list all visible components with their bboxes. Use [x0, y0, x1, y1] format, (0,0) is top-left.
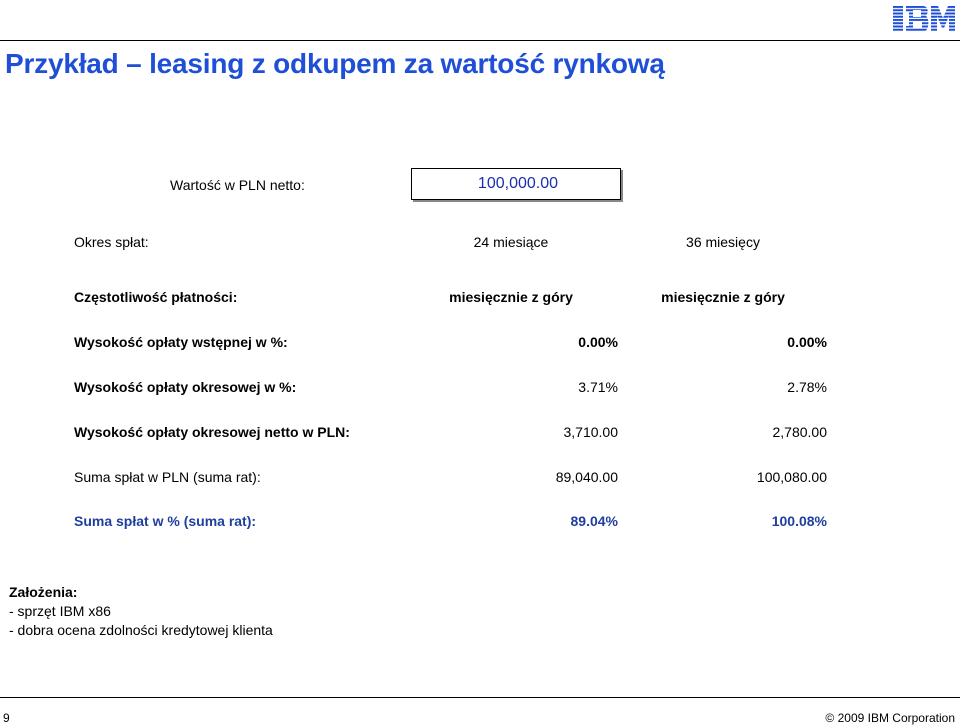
row-oplata-okresowa-proc-col1: 3.71%: [578, 379, 618, 395]
assumptions: [9, 583, 273, 640]
row-label-okres: Okres spłat:: [74, 234, 149, 250]
row-oplata-okresowa-proc-col2: 2.78%: [787, 379, 827, 395]
row-oplata-okresowa-pln-col2: 2,780.00: [772, 424, 827, 440]
page-number: 9: [3, 711, 10, 725]
row-okres-col1: 24 miesiące: [473, 234, 549, 250]
ibm-logo-icon: [893, 6, 955, 32]
row-suma-pln-col1: 89,040.00: [555, 469, 618, 485]
net-value: 100,000.00: [477, 175, 558, 192]
row-oplata-okresowa-pln-col1: 3,710.00: [563, 424, 618, 440]
row-label-oplata-wstepna: Wysokość opłaty wstępnej w %:: [74, 334, 288, 350]
copyright: © 2009 IBM Corporation: [825, 711, 955, 725]
page-title: Przykład – leasing z odkupem za wartość rynkową: [5, 48, 665, 79]
row-suma-proc-col1: 89.04%: [570, 513, 618, 529]
row-oplata-wstepna-col1: 0.00%: [578, 334, 618, 350]
net-value-label: Wartość w PLN netto:: [170, 177, 305, 193]
row-suma-pln-col2: 100,080.00: [756, 469, 827, 485]
row-label-oplata-okresowa-pln: Wysokość opłaty okresowej netto w PLN:: [74, 424, 350, 440]
row-label-oplata-okresowa-proc: Wysokość opłaty okresowej w %:: [74, 379, 297, 395]
header-rule: [0, 40, 960, 41]
assumption-item: - dobra ocena zdolności kredytowej klienta: [9, 622, 273, 638]
assumption-item: - sprzęt IBM x86: [9, 603, 111, 619]
row-label-czestotliwosc: Częstotliwość płatności:: [74, 289, 238, 305]
footer-rule: [0, 697, 960, 698]
row-label-suma-pln: Suma spłat w PLN (suma rat):: [74, 469, 261, 485]
row-czestotliwosc-col2: miesięcznie z góry: [661, 289, 785, 305]
ibm-logo: [893, 6, 955, 37]
net-value-box: [411, 168, 621, 200]
row-oplata-wstepna-col2: 0.00%: [787, 334, 827, 350]
row-label-suma-proc: Suma spłat w % (suma rat):: [74, 513, 257, 529]
row-okres-col2: 36 miesięcy: [686, 234, 760, 250]
row-czestotliwosc-col1: miesięcznie z góry: [449, 289, 573, 305]
row-suma-proc-col2: 100.08%: [771, 513, 827, 529]
assumptions-heading: Założenia:: [9, 584, 78, 600]
